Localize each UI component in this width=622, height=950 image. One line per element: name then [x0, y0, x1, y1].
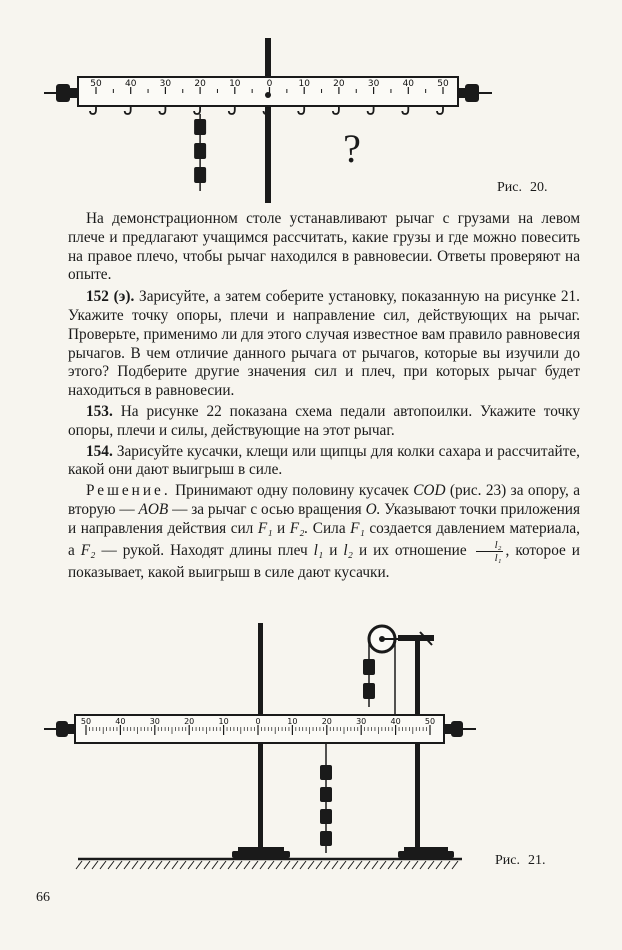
- problem-154-number: 154.: [86, 442, 113, 460]
- cod-symbol: COD: [413, 482, 446, 500]
- lever-hook: [125, 106, 131, 114]
- lever-hook: [90, 106, 96, 114]
- weight: [320, 765, 332, 780]
- table-hatch-line: [140, 861, 146, 869]
- table-hatch-line: [124, 861, 130, 869]
- lever-hook: [333, 106, 339, 114]
- weight: [320, 831, 332, 846]
- solution-text-6: создается давлением материала, а: [68, 519, 580, 559]
- table-hatch-line: [332, 861, 338, 869]
- right-stand-base: [398, 847, 454, 858]
- figure-21: [0, 615, 622, 885]
- table-hatch-line: [372, 861, 378, 869]
- scale-label: 10: [229, 79, 241, 89]
- table-hatch-line: [308, 861, 314, 869]
- solution-and-2: и: [329, 541, 338, 559]
- o-symbol: O.: [365, 500, 381, 518]
- table-hatch-line: [108, 861, 114, 869]
- table-hatch-line: [356, 861, 362, 869]
- solution-label: Решение.: [86, 482, 171, 500]
- solution-text-8: и их отношение: [358, 541, 467, 559]
- lever-hook: [298, 106, 304, 114]
- table-hatch-line: [204, 861, 210, 869]
- table-hatch-line: [268, 861, 274, 869]
- table-hatch-line: [428, 861, 434, 869]
- table-hatch-line: [340, 861, 346, 869]
- ratio-fraction: [476, 539, 503, 564]
- scale-label: 20: [321, 717, 332, 726]
- solution-and: и: [277, 519, 286, 537]
- scale-label: 30: [159, 79, 172, 89]
- table-hatch-line: [116, 861, 122, 869]
- table-hatch-line: [220, 861, 226, 869]
- figure-20-caption: [497, 180, 548, 196]
- left-stand-base: [232, 847, 290, 858]
- pivot-point: [265, 92, 271, 98]
- table-hatch-line: [412, 861, 418, 869]
- table-hatch-line: [324, 861, 330, 869]
- lever-hook: [229, 106, 235, 114]
- table-hatch-line: [348, 861, 354, 869]
- scale-label: 40: [402, 79, 415, 89]
- scale-label: 20: [184, 717, 195, 726]
- scale-label: 20: [333, 79, 345, 89]
- scale-label: 30: [356, 717, 367, 726]
- table-hatch-line: [260, 861, 266, 869]
- scale-label: 30: [367, 79, 380, 89]
- caption-label: Рис.: [495, 853, 520, 868]
- table-hatch-line: [100, 861, 106, 869]
- table-hatch-line: [452, 861, 458, 869]
- right-end-knob: [458, 84, 492, 102]
- problem-152-text: Зарисуйте, а затем соберите установку, показанную на рисунке 21. Укажите точку опоры, плечи и направление сил, действующих на рычаг. Проверьте, применимо ли для этого случая известное вам правило равновесия рычагов. В чем отличие данного рычага от рычагов, которые вы изучили до этого? Подберите другие значения сил и плеч, при которых рычаг будет находиться в равновесии.: [68, 288, 580, 400]
- lever-hook: [437, 106, 443, 114]
- scale-label: 0: [255, 717, 261, 726]
- solution-text-3: — за рычаг с осью вращения: [172, 500, 362, 518]
- table-hatch-line: [420, 861, 426, 869]
- left-end-knob: [44, 84, 77, 102]
- table-hatch-line: [380, 861, 386, 869]
- table-hatch-line: [164, 861, 170, 869]
- problem-154-text: Зарисуйте кусачки, клещи или щипцы для колки сахара и рассчитайте, какой они дают выигрыш в силе.: [68, 442, 580, 479]
- weight: [194, 143, 206, 159]
- lever-hook: [402, 106, 408, 114]
- left-end-knob: [44, 721, 75, 737]
- solution-text-7: — рукой. Находят длины плеч: [101, 541, 308, 559]
- pulley: [369, 626, 410, 652]
- table-hatch-line: [436, 861, 442, 869]
- problem-153: [68, 403, 580, 441]
- figure-21-drawing: [0, 615, 622, 885]
- table-hatch-line: [212, 861, 218, 869]
- weight: [363, 683, 375, 699]
- table-hatch-line: [284, 861, 290, 869]
- table-hatch-line: [388, 861, 394, 869]
- table-hatch-line: [292, 861, 298, 869]
- fraction-numerator: l₂: [476, 539, 503, 552]
- body-text: [68, 210, 580, 584]
- table-hatch-line: [180, 861, 186, 869]
- scale-label: 40: [115, 717, 126, 726]
- l1-symbol: l₁: [313, 541, 324, 559]
- problem-154: [68, 443, 580, 481]
- solution-paragraph: [68, 482, 580, 582]
- scale-label: 40: [390, 717, 401, 726]
- table-hatch-line: [132, 861, 138, 869]
- table-hatch-line: [236, 861, 242, 869]
- scale-label: 50: [90, 79, 102, 89]
- table-hatch-line: [76, 861, 82, 869]
- scale-label: 10: [287, 717, 298, 726]
- lever-hook: [159, 106, 165, 114]
- caption-number: 21.: [528, 853, 546, 868]
- table-hatch-line: [196, 861, 202, 869]
- scale-label: 50: [80, 717, 92, 726]
- scale-label: 30: [149, 717, 160, 726]
- f1-symbol-2: F₁: [350, 519, 365, 537]
- table-hatch-line: [84, 861, 90, 869]
- table-hatch-line: [404, 861, 410, 869]
- weight: [320, 809, 332, 824]
- table-hatch-line: [252, 861, 258, 869]
- table-hatch-line: [244, 861, 250, 869]
- scale-label: 0: [266, 79, 273, 89]
- figure-20: [0, 0, 622, 205]
- scale-label: 40: [124, 79, 137, 89]
- left-weights: [194, 114, 206, 191]
- table-hatch-line: [228, 861, 234, 869]
- lever-weights: [320, 765, 332, 853]
- table-hatch-line: [316, 861, 322, 869]
- weight: [194, 119, 206, 135]
- page-number: 66: [36, 890, 50, 905]
- weight: [320, 787, 332, 802]
- weight: [194, 167, 206, 183]
- l2-symbol: l₂: [343, 541, 353, 559]
- lever-hook: [194, 106, 200, 114]
- caption-number: 20.: [530, 180, 548, 195]
- solution-text-2: (рис. 23) за опору, а вторую —: [68, 482, 581, 518]
- problem-152-number: 152 (э).: [86, 288, 135, 306]
- scale-label: 50: [437, 79, 449, 89]
- table-surface: [76, 859, 462, 869]
- f1-symbol: F₁: [257, 519, 273, 537]
- problem-152: [68, 288, 580, 401]
- table-hatch-line: [276, 861, 282, 869]
- support-rod: [265, 38, 271, 203]
- table-hatch-line: [172, 861, 178, 869]
- problem-153-text: На рисунке 22 показана схема педали автопоилки. Укажите точку опоры, плечи и силы, действующие на этот рычаг.: [68, 402, 581, 439]
- solution-text-5: Сила: [312, 519, 346, 537]
- pulley-weights: [363, 659, 375, 707]
- figure-20-drawing: [0, 0, 622, 205]
- question-mark: ?: [343, 126, 361, 171]
- weight: [363, 659, 375, 675]
- table-hatch-line: [300, 861, 306, 869]
- problem-153-number: 153.: [86, 402, 113, 420]
- scale-label: 50: [424, 717, 436, 726]
- lever-hook: [368, 106, 374, 114]
- table-hatch-line: [156, 861, 162, 869]
- table-hatch-line: [396, 861, 402, 869]
- f2-symbol: F₂.: [289, 519, 309, 537]
- caption-label: Рис.: [497, 180, 522, 195]
- table-hatch-line: [364, 861, 370, 869]
- table-hatch-line: [188, 861, 194, 869]
- solution-text-9: , которое и показывает, какой выигрыш в силе дают кусачки.: [68, 541, 580, 581]
- table-hatch-line: [92, 861, 98, 869]
- fraction-denominator: l₁: [494, 551, 502, 564]
- scale-label: 20: [194, 79, 206, 89]
- solution-text-4: Указывают точки приложения и направления действия сил: [68, 500, 581, 537]
- scale-label: 10: [298, 79, 310, 89]
- scale-label: 10: [218, 717, 229, 726]
- aob-symbol: AOB: [138, 500, 169, 518]
- figure-21-caption: [495, 853, 546, 869]
- solution-text-1: Принимают одну половину кусачек: [175, 482, 409, 500]
- intro-paragraph: На демонстрационном столе устанавливают рычаг с грузами на левом плече и предлагают учащимся рассчитать, какие грузы и где можно повесить на правое плечо, чтобы рычаг находился в равновесии. Ответы проверяют на опыте.: [68, 210, 580, 284]
- table-hatch-line: [444, 861, 450, 869]
- f2-symbol-2: F₂: [80, 541, 96, 559]
- table-hatch-line: [148, 861, 154, 869]
- right-end-knob: [444, 721, 476, 737]
